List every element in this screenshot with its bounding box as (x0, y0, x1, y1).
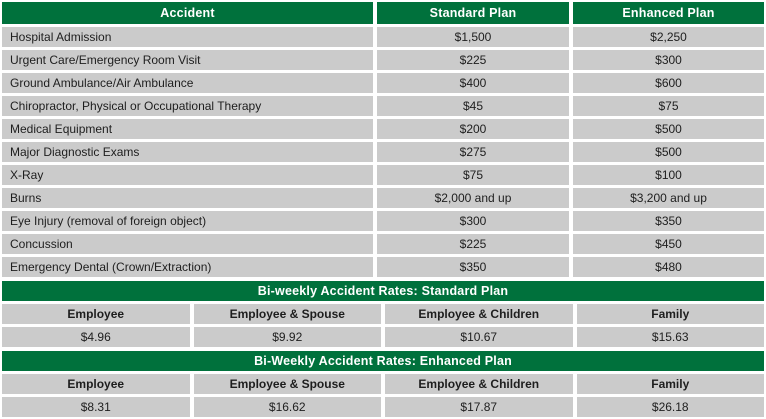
benefit-standard-value: $2,000 and up (377, 188, 569, 208)
rates-value: $17.87 (385, 397, 573, 417)
benefit-enhanced-value: $600 (573, 73, 764, 93)
benefit-enhanced-value: $450 (573, 234, 764, 254)
benefits-table (2, 2, 764, 277)
benefit-standard-value: $400 (377, 73, 569, 93)
rates-value: $15.63 (577, 327, 765, 347)
rates-column-header-employee: Employee (2, 374, 190, 394)
benefit-row-label: Medical Equipment (2, 119, 373, 139)
benefit-row-label: X-Ray (2, 165, 373, 185)
benefit-enhanced-value: $480 (573, 257, 764, 277)
benefit-standard-value: $1,500 (377, 27, 569, 47)
rates-value: $8.31 (2, 397, 190, 417)
benefit-standard-value: $200 (377, 119, 569, 139)
rates-column-header-employee: Employee (2, 304, 190, 324)
rates-banner-standard: Bi-weekly Accident Rates: Standard Plan (2, 281, 764, 301)
rates-value: $26.18 (577, 397, 765, 417)
rates-table-enhanced (2, 374, 764, 417)
benefit-standard-value: $350 (377, 257, 569, 277)
rates-value: $16.62 (194, 397, 382, 417)
rates-value: $10.67 (385, 327, 573, 347)
rates-column-header-employee-children: Employee & Children (385, 374, 573, 394)
benefit-enhanced-value: $300 (573, 50, 764, 70)
benefit-row-label: Eye Injury (removal of foreign object) (2, 211, 373, 231)
rates-sections (2, 281, 764, 417)
rates-banner-enhanced: Bi-Weekly Accident Rates: Enhanced Plan (2, 351, 764, 371)
rates-value: $4.96 (2, 327, 190, 347)
benefit-enhanced-value: $500 (573, 119, 764, 139)
benefit-enhanced-value: $500 (573, 142, 764, 162)
benefit-enhanced-value: $3,200 and up (573, 188, 764, 208)
benefits-column-header-accident: Accident (2, 2, 373, 24)
benefit-row-label: Hospital Admission (2, 27, 373, 47)
rates-table-standard (2, 304, 764, 347)
benefit-enhanced-value: $100 (573, 165, 764, 185)
benefit-row-label: Emergency Dental (Crown/Extraction) (2, 257, 373, 277)
benefit-row-label: Burns (2, 188, 373, 208)
benefits-column-header-standard-plan: Standard Plan (377, 2, 569, 24)
rates-column-header-family: Family (577, 304, 765, 324)
benefit-enhanced-value: $75 (573, 96, 764, 116)
benefit-row-label: Urgent Care/Emergency Room Visit (2, 50, 373, 70)
benefit-standard-value: $275 (377, 142, 569, 162)
benefit-row-label: Ground Ambulance/Air Ambulance (2, 73, 373, 93)
benefit-standard-value: $225 (377, 50, 569, 70)
benefit-row-label: Concussion (2, 234, 373, 254)
benefits-column-header-enhanced-plan: Enhanced Plan (573, 2, 764, 24)
rates-column-header-employee-children: Employee & Children (385, 304, 573, 324)
benefit-row-label: Major Diagnostic Exams (2, 142, 373, 162)
benefit-row-label: Chiropractor, Physical or Occupational Therapy (2, 96, 373, 116)
benefit-standard-value: $225 (377, 234, 569, 254)
benefit-standard-value: $75 (377, 165, 569, 185)
rates-column-header-employee-spouse: Employee & Spouse (194, 374, 382, 394)
rates-value: $9.92 (194, 327, 382, 347)
benefit-standard-value: $300 (377, 211, 569, 231)
rates-column-header-family: Family (577, 374, 765, 394)
benefit-enhanced-value: $2,250 (573, 27, 764, 47)
benefit-standard-value: $45 (377, 96, 569, 116)
benefit-enhanced-value: $350 (573, 211, 764, 231)
rates-column-header-employee-spouse: Employee & Spouse (194, 304, 382, 324)
